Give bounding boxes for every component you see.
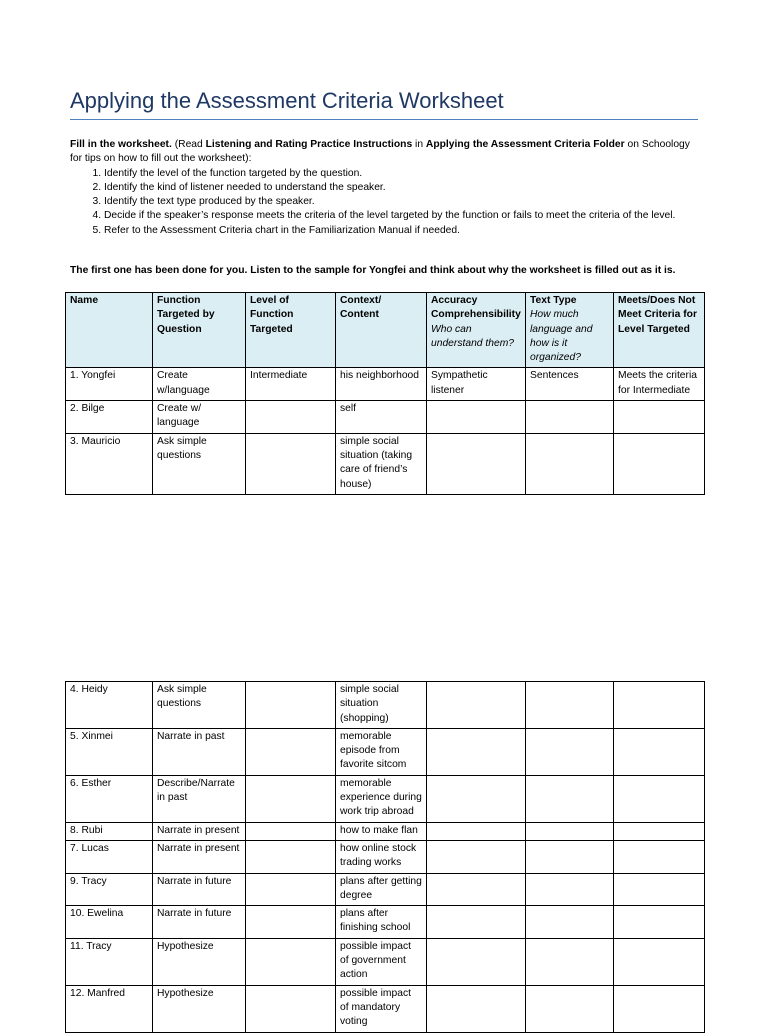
cell-function: Ask simple questions bbox=[153, 433, 246, 494]
cell-text-type[interactable] bbox=[526, 840, 614, 873]
cell-level[interactable] bbox=[246, 775, 336, 822]
steps-list bbox=[70, 167, 698, 238]
cell-context: self bbox=[336, 401, 427, 434]
cell-function: Hypothesize bbox=[153, 938, 246, 985]
column-header-label: Text Type bbox=[530, 295, 577, 306]
cell-meets-criteria[interactable] bbox=[614, 873, 705, 906]
cell-level[interactable] bbox=[246, 433, 336, 494]
cell-level[interactable] bbox=[246, 682, 336, 729]
instructions-link-listening: Listening and Rating Practice Instructions bbox=[205, 139, 413, 150]
column-header-label: Name bbox=[70, 295, 99, 306]
cell-context: how to make flan bbox=[336, 822, 427, 840]
cell-accuracy: Sympathetic listener bbox=[427, 368, 526, 401]
cell-name: 2. Bilge bbox=[66, 401, 153, 434]
instructions-link-folder: Applying the Assessment Criteria Folder bbox=[425, 139, 625, 150]
cell-accuracy[interactable] bbox=[427, 775, 526, 822]
cell-text-type[interactable] bbox=[526, 938, 614, 985]
cell-text-type[interactable] bbox=[526, 985, 614, 1032]
table-row bbox=[66, 682, 705, 729]
cell-name: 6. Esther bbox=[66, 775, 153, 822]
cell-text-type[interactable] bbox=[526, 906, 614, 939]
step-item: 1. Identify the level of the function targeted by the question. bbox=[104, 167, 698, 181]
column-header-label: Meets/Does Not Meet Criteria for Level Targeted bbox=[618, 295, 697, 335]
lead-open: (Read bbox=[171, 139, 206, 150]
cell-context: possible impact of mandatory voting bbox=[336, 985, 427, 1032]
lead-tail: on Schoology for tips on how to fill out the worksheet): bbox=[70, 139, 690, 165]
cell-name: 1. Yongfei bbox=[66, 368, 153, 401]
table-row bbox=[66, 985, 705, 1032]
cell-accuracy[interactable] bbox=[427, 401, 526, 434]
header-row bbox=[66, 293, 705, 368]
column-header-text-type bbox=[526, 293, 614, 368]
cell-text-type[interactable] bbox=[526, 822, 614, 840]
column-header-hint: How much language and how is it organized? bbox=[530, 309, 593, 364]
cell-function: Ask simple questions bbox=[153, 682, 246, 729]
table-row bbox=[66, 401, 705, 434]
cell-level[interactable] bbox=[246, 906, 336, 939]
cell-accuracy[interactable] bbox=[427, 682, 526, 729]
cell-function: Create w/language bbox=[153, 368, 246, 401]
cell-meets-criteria[interactable] bbox=[614, 401, 705, 434]
cell-meets-criteria[interactable] bbox=[614, 433, 705, 494]
column-header-label: Context/ Content bbox=[340, 295, 382, 321]
cell-function: Narrate in present bbox=[153, 840, 246, 873]
page-title: Applying the Assessment Criteria Worksheet bbox=[70, 88, 698, 120]
cell-context: plans after finishing school bbox=[336, 906, 427, 939]
cell-level: Intermediate bbox=[246, 368, 336, 401]
lead-in: in bbox=[412, 139, 426, 150]
cell-accuracy[interactable] bbox=[427, 938, 526, 985]
lead-bold: Fill in the worksheet. bbox=[70, 139, 172, 150]
cell-function: Narrate in present bbox=[153, 822, 246, 840]
cell-meets-criteria[interactable] bbox=[614, 840, 705, 873]
cell-function: Hypothesize bbox=[153, 985, 246, 1032]
cell-function: Narrate in future bbox=[153, 906, 246, 939]
cell-name: 10. Ewelina bbox=[66, 906, 153, 939]
table-row bbox=[66, 368, 705, 401]
cell-function: Narrate in future bbox=[153, 873, 246, 906]
cell-level[interactable] bbox=[246, 873, 336, 906]
table-row bbox=[66, 906, 705, 939]
cell-function: Describe/Narrate in past bbox=[153, 775, 246, 822]
cell-level[interactable] bbox=[246, 985, 336, 1032]
cell-level[interactable] bbox=[246, 401, 336, 434]
cell-context: how online stock trading works bbox=[336, 840, 427, 873]
column-header-hint: Who can understand them? bbox=[431, 323, 515, 349]
table-row bbox=[66, 433, 705, 494]
instructions bbox=[70, 138, 698, 238]
cell-accuracy[interactable] bbox=[427, 433, 526, 494]
table-row bbox=[66, 873, 705, 906]
worksheet-table-bottom bbox=[65, 681, 705, 1033]
cell-level[interactable] bbox=[246, 840, 336, 873]
cell-meets-criteria[interactable] bbox=[614, 822, 705, 840]
cell-context: possible impact of government action bbox=[336, 938, 427, 985]
table-row bbox=[66, 775, 705, 822]
cell-meets-criteria[interactable] bbox=[614, 938, 705, 985]
cell-name: 12. Manfred bbox=[66, 985, 153, 1032]
cell-context: simple social situation (shopping) bbox=[336, 682, 427, 729]
cell-meets-criteria[interactable] bbox=[614, 906, 705, 939]
cell-accuracy[interactable] bbox=[427, 728, 526, 775]
cell-text-type[interactable] bbox=[526, 873, 614, 906]
cell-function: Create w/ language bbox=[153, 401, 246, 434]
table-row bbox=[66, 822, 705, 840]
instructions-lead bbox=[70, 138, 698, 167]
example-note: The first one has been done for you. Listen to the sample for Yongfei and think about why the worksheet is filled out as it is. bbox=[70, 265, 676, 276]
cell-accuracy[interactable] bbox=[427, 906, 526, 939]
cell-name: 5. Xinmei bbox=[66, 728, 153, 775]
cell-text-type[interactable] bbox=[526, 682, 614, 729]
step-item: 3. Identify the text type produced by the speaker. bbox=[104, 195, 698, 209]
cell-meets-criteria[interactable] bbox=[614, 985, 705, 1032]
cell-text-type[interactable] bbox=[526, 775, 614, 822]
column-header-meets-criteria bbox=[614, 293, 705, 368]
worksheet-table-top bbox=[65, 292, 705, 495]
column-header-label: Function Targeted by Question bbox=[157, 295, 215, 335]
cell-level[interactable] bbox=[246, 728, 336, 775]
cell-context: his neighborhood bbox=[336, 368, 427, 401]
cell-text-type[interactable] bbox=[526, 433, 614, 494]
cell-context: plans after getting degree bbox=[336, 873, 427, 906]
cell-accuracy[interactable] bbox=[427, 822, 526, 840]
cell-level[interactable] bbox=[246, 822, 336, 840]
cell-name: 8. Rubi bbox=[66, 822, 153, 840]
cell-text-type[interactable] bbox=[526, 401, 614, 434]
cell-name: 4. Heidy bbox=[66, 682, 153, 729]
step-item: 5. Refer to the Assessment Criteria chart in the Familiarization Manual if needed. bbox=[104, 224, 698, 238]
column-header-function bbox=[153, 293, 246, 368]
cell-meets-criteria[interactable] bbox=[614, 728, 705, 775]
cell-name: 7. Lucas bbox=[66, 840, 153, 873]
cell-accuracy[interactable] bbox=[427, 840, 526, 873]
cell-accuracy[interactable] bbox=[427, 873, 526, 906]
column-header-accuracy bbox=[427, 293, 526, 368]
cell-context: memorable episode from favorite sitcom bbox=[336, 728, 427, 775]
step-item: 4. Decide if the speaker’s response meets the criteria of the level targeted by the function or fails to meet the criteria of the level. bbox=[104, 209, 698, 223]
table-row bbox=[66, 938, 705, 985]
cell-context: simple social situation (taking care of friend’s house) bbox=[336, 433, 427, 494]
cell-name: 3. Mauricio bbox=[66, 433, 153, 494]
cell-meets-criteria[interactable] bbox=[614, 775, 705, 822]
cell-meets-criteria[interactable] bbox=[614, 682, 705, 729]
cell-function: Narrate in past bbox=[153, 728, 246, 775]
column-header-name bbox=[66, 293, 153, 368]
step-item: 2. Identify the kind of listener needed to understand the speaker. bbox=[104, 181, 698, 195]
cell-level[interactable] bbox=[246, 938, 336, 985]
table-row bbox=[66, 728, 705, 775]
column-header-context bbox=[336, 293, 427, 368]
cell-name: 9. Tracy bbox=[66, 873, 153, 906]
cell-meets-criteria: Meets the criteria for Intermediate bbox=[614, 368, 705, 401]
cell-context: memorable experience during work trip abroad bbox=[336, 775, 427, 822]
column-header-label: Level of Function Targeted bbox=[250, 295, 294, 335]
column-header-level bbox=[246, 293, 336, 368]
cell-text-type: Sentences bbox=[526, 368, 614, 401]
table-row bbox=[66, 840, 705, 873]
cell-text-type[interactable] bbox=[526, 728, 614, 775]
cell-name: 11. Tracy bbox=[66, 938, 153, 985]
cell-accuracy[interactable] bbox=[427, 985, 526, 1032]
column-header-label: Accuracy Comprehensibility bbox=[431, 295, 521, 321]
